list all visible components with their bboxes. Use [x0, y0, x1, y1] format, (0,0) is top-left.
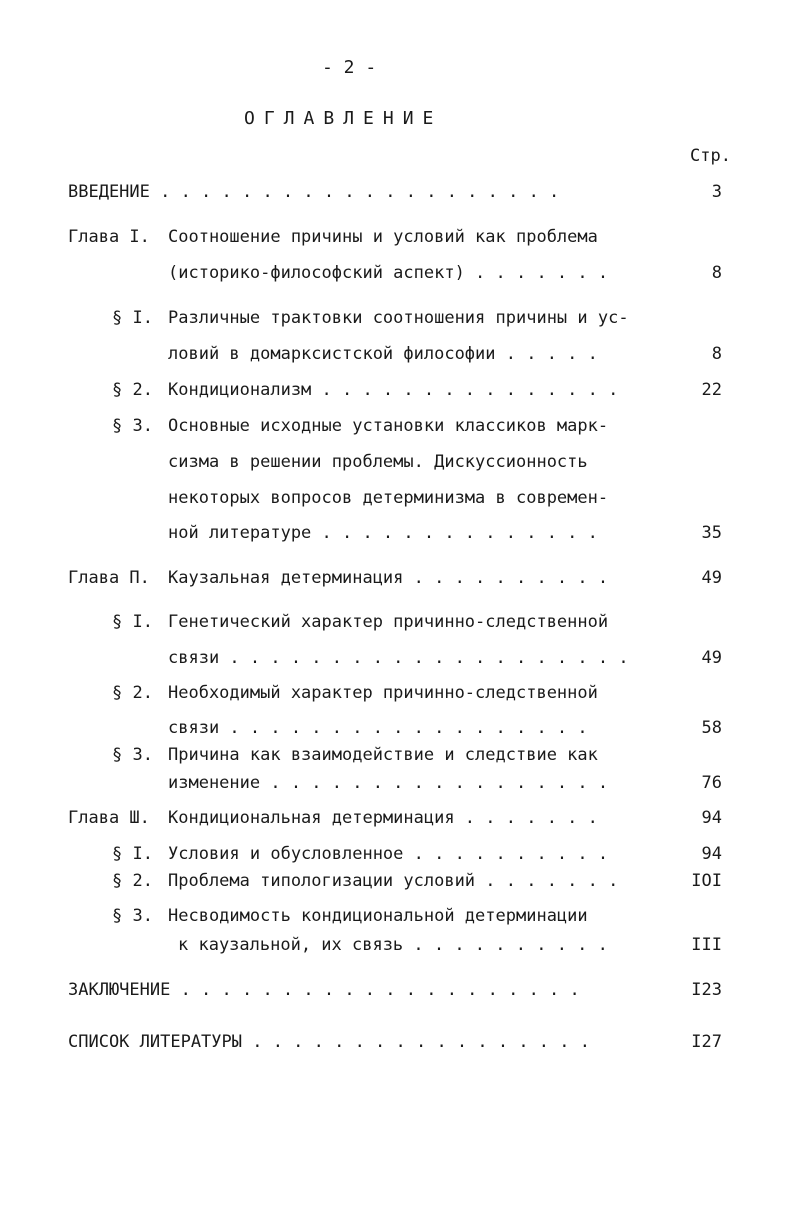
toc-section-3-2-prefix: § 2.	[112, 871, 153, 891]
toc-entry-conclusion: ЗАКЛЮЧЕНИЕ . . . . . . . . . . . . . . . . . . . .	[68, 980, 580, 1000]
toc-section-2-1-title-cont: связи . . . . . . . . . . . . . . . . . . . .	[168, 648, 629, 668]
toc-section-1-2-prefix: § 2.	[112, 380, 153, 400]
toc-page-section-1-2: 22	[701, 380, 722, 400]
toc-chapter-1-title-cont: (историко-философский аспект) . . . . . . .	[168, 263, 609, 283]
toc-page-section-1-1: 8	[711, 344, 722, 364]
toc-section-2-1-prefix: § I.	[112, 612, 153, 632]
toc-page-section-3-1: 94	[701, 844, 722, 864]
toc-section-3-3-title: Несводимость кондициональной детерминации	[168, 906, 588, 926]
toc-page-chapter-2: 49	[701, 568, 722, 588]
toc-section-1-3-title-cont: ной литературе . . . . . . . . . . . . . .	[168, 523, 598, 543]
toc-chapter-1-title: Соотношение причины и условий как проблема	[168, 227, 598, 247]
toc-chapter-2-prefix: Глава П.	[68, 568, 150, 588]
toc-chapter-3-prefix: Глава Ш.	[68, 808, 150, 828]
toc-section-3-1-title: Условия и обусловленное . . . . . . . . . .	[168, 844, 609, 864]
toc-page-section-2-3: 76	[701, 773, 722, 793]
toc-chapter-3-title: Кондициональная детерминация . . . . . . .	[168, 808, 598, 828]
toc-section-1-3-title-cont: сизма в решении проблемы. Дискуссионность	[168, 452, 588, 472]
toc-page-intro: 3	[711, 182, 722, 202]
toc-section-1-1-title: Различные трактовки соотношения причины и ус-	[168, 308, 629, 328]
toc-section-1-3-title: Основные исходные установки классиков марк-	[168, 416, 609, 436]
toc-page-section-2-2: 58	[701, 718, 722, 738]
toc-section-1-3-title-cont: некоторых вопросов детерминизма в современ-	[168, 488, 609, 508]
toc-section-2-3-title: Причина как взаимодействие и следствие как	[168, 745, 598, 765]
toc-section-1-1-title-cont: ловий в домарксистской философии . . . . .	[168, 344, 598, 364]
toc-section-2-3-title-cont: изменение . . . . . . . . . . . . . . . . .	[168, 773, 609, 793]
toc-entry-intro: ВВЕДЕНИЕ . . . . . . . . . . . . . . . . . . . .	[68, 182, 560, 202]
toc-page-bibliography: I27	[691, 1032, 722, 1052]
toc-section-2-2-title: Необходимый характер причинно-следственной	[168, 683, 598, 703]
toc-entry-bibliography: СПИСОК ЛИТЕРАТУРЫ . . . . . . . . . . . . . . . . .	[68, 1032, 590, 1052]
page-number: - 2 -	[322, 57, 377, 78]
toc-page-section-3-3: III	[691, 935, 722, 955]
toc-section-3-3-title-cont: к каузальной, их связь . . . . . . . . . .	[178, 935, 608, 955]
toc-page-chapter-1: 8	[711, 263, 722, 283]
toc-section-3-3-prefix: § 3.	[112, 906, 153, 926]
toc-page-conclusion: I23	[691, 980, 722, 1000]
toc-section-1-3-prefix: § 3.	[112, 416, 153, 436]
page-title: ОГЛАВЛЕНИЕ	[244, 108, 443, 129]
toc-section-2-1-title: Генетический характер причинно-следственной	[168, 612, 609, 632]
toc-page-section-3-2: IOI	[691, 871, 722, 891]
toc-section-2-2-prefix: § 2.	[112, 683, 153, 703]
toc-chapter-1-prefix: Глава I.	[68, 227, 150, 247]
toc-section-2-2-title-cont: связи . . . . . . . . . . . . . . . . . .	[168, 718, 588, 738]
toc-section-2-3-prefix: § 3.	[112, 745, 153, 765]
page-column-header: Стр.	[690, 146, 731, 166]
toc-chapter-2-title: Каузальная детерминация . . . . . . . . . .	[168, 568, 609, 588]
toc-section-1-2-title: Кондиционализм . . . . . . . . . . . . . . .	[168, 380, 619, 400]
toc-page-chapter-3: 94	[701, 808, 722, 828]
toc-page-section-2-1: 49	[701, 648, 722, 668]
toc-section-3-1-prefix: § I.	[112, 844, 153, 864]
toc-section-3-2-title: Проблема типологизации условий . . . . . . .	[168, 871, 619, 891]
toc-page-section-1-3: 35	[701, 523, 722, 543]
toc-section-1-1-prefix: § I.	[112, 308, 153, 328]
